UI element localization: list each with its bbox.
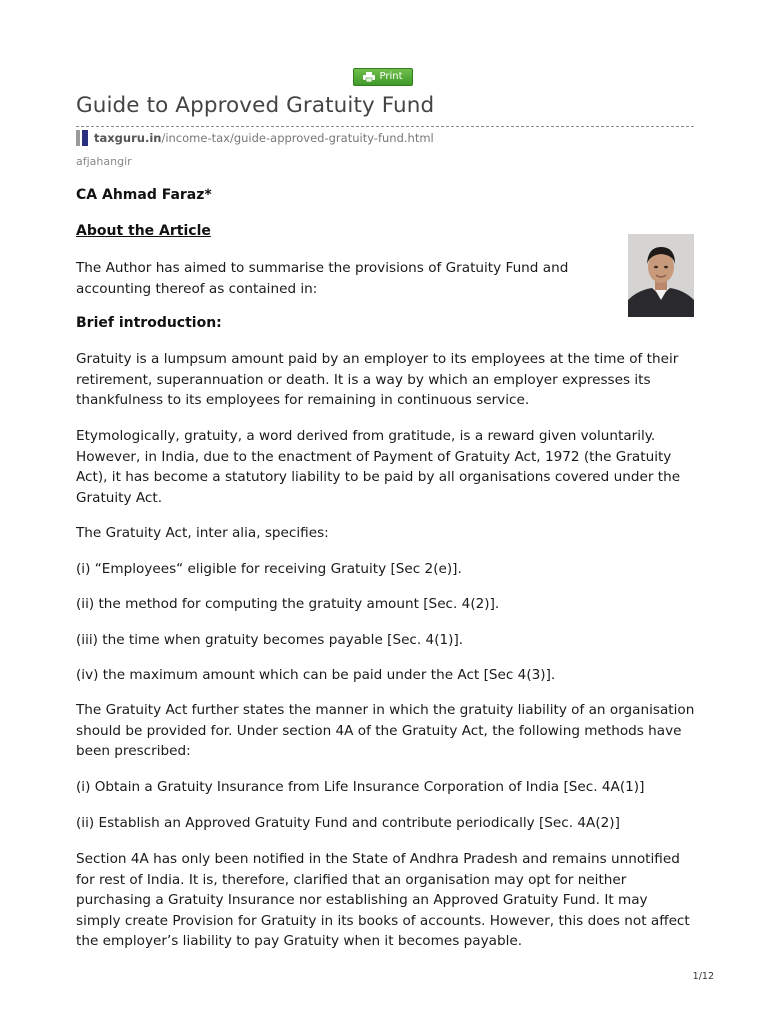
printer-icon — [363, 72, 375, 82]
site-favicon-icon — [76, 130, 88, 146]
paragraph: The Gratuity Act, inter alia, specifies: — [76, 525, 329, 541]
paragraph: Etymologically, gratuity, a word derived from gratitude, is a reward given voluntarily. However, in India, due to the enactment of Payment of Gratuity Act, 1972 (the Gratuity Act), it has become a statutory liability to be paid by all organisations covered under the Gratuity Act. — [76, 428, 681, 506]
list-item: (i) “Employees“ eligible for receiving Gratuity [Sec 2(e)]. — [76, 561, 462, 577]
about-text: The Author has aimed to summarise the provisions of Gratuity Fund and accounting thereof as contained in: — [76, 260, 569, 297]
intro-heading: Brief introduction: — [76, 315, 222, 331]
paragraph: Section 4A has only been notified in the State of Andhra Pradesh and remains unnotified for rest of India. It is, therefore, clarified that an organisation may opt for neither purchasing a Gratuity Insurance nor establishing an Approved Gratuity Fund. It may simply create Provision for Gratuity in its books of accounts. However, this does not affect the employer’s liability to pay Gratuity when it becomes payable. — [76, 851, 690, 949]
author-handle: afjahangir — [76, 155, 132, 168]
print-button-label: Print — [379, 71, 403, 82]
author-photo — [628, 234, 694, 317]
paragraph: Gratuity is a lumpsum amount paid by an employer to its employees at the time of their retirement, superannuation or death. It is a way by which an employer expresses its thankfulness to its employees for remaining in continuous service. — [76, 351, 679, 408]
source-domain: taxguru.in — [94, 131, 162, 145]
list-item: (i) Obtain a Gratuity Insurance from Life Insurance Corporation of India [Sec. 4A(1)] — [76, 779, 645, 795]
list-item: (iv) the maximum amount which can be paid under the Act [Sec 4(3)]. — [76, 667, 556, 683]
source-link[interactable] — [76, 130, 434, 146]
title-divider — [76, 126, 694, 127]
list-item: (ii) Establish an Approved Gratuity Fund and contribute periodically [Sec. 4A(2)] — [76, 815, 620, 831]
author-name: CA Ahmad Faraz* — [76, 187, 212, 203]
list-item: (iii) the time when gratuity becomes payable [Sec. 4(1)]. — [76, 632, 464, 648]
article-title: Guide to Approved Gratuity Fund — [76, 93, 435, 118]
page-number: 1/12 — [692, 971, 714, 982]
list-item: (ii) the method for computing the gratuity amount [Sec. 4(2)]. — [76, 596, 500, 612]
source-path: /income-tax/guide-approved-gratuity-fund.html — [161, 131, 434, 145]
about-heading: About the Article — [76, 223, 211, 239]
paragraph: The Gratuity Act further states the manner in which the gratuity liability of an organisation should be provided for. Under section 4A of the Gratuity Act, the following methods have been prescribed: — [76, 702, 695, 759]
print-button[interactable] — [353, 68, 413, 86]
